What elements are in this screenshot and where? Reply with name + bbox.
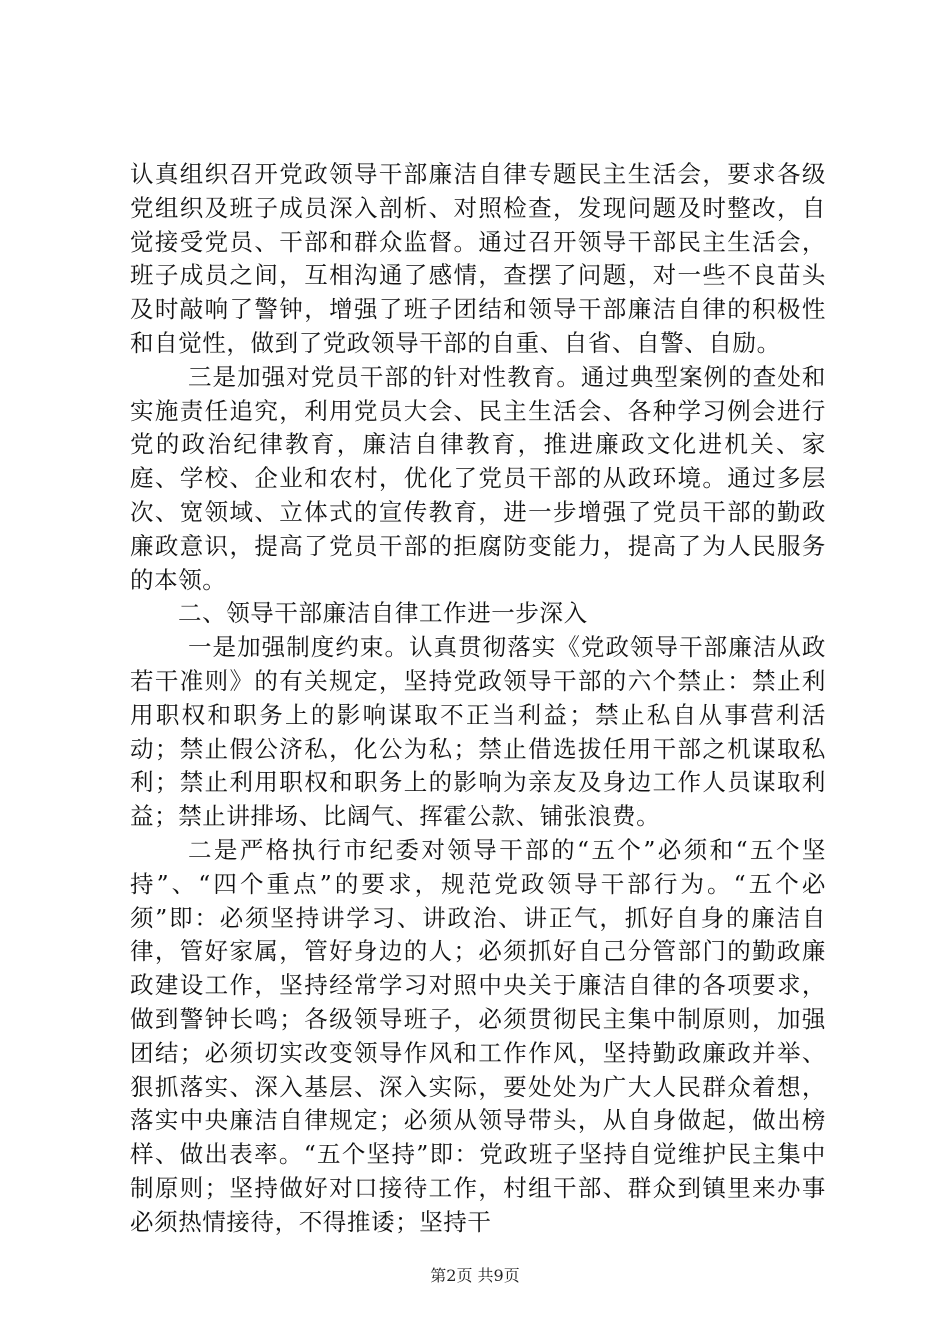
paragraph-continued: 认真组织召开党政领导干部廉洁自律专题民主生活会，要求各级党组织及班子成员深入剖析、对照检查，发现问题及时整改，自觉接受党员、干部和群众监督。通过召开领导干部民主生活会，班子成员之间，互相沟通了感情，查摆了问题，对一些不良苗头及时敲响了警钟，增强了班子团结和领导干部廉洁自律的积极性和自觉性，做到了党政领导干部的自重、自省、自警、自励。 xyxy=(130,160,826,357)
page-number-footer: 第2页 共9页 xyxy=(430,1266,520,1285)
document-body xyxy=(130,158,826,1240)
paragraph-first-point: 一是加强制度约束。认真贯彻落实《党政领导干部廉洁从政若干准则》的有关规定，坚持党政领导干部的六个禁止：禁止利用职权和职务上的影响谋取不正当利益；禁止私自从事营利活动；禁止假公济私，化公为私；禁止借选拔任用干部之机谋取私利；禁止利用职权和职务上的影响为亲友及身边工作人员谋取利益；禁止讲排场、比阔气、挥霍公款、铺张浪费。 xyxy=(130,633,826,831)
paragraph-second-point: 二是严格执行市纪委对领导干部的“五个”必须和“五个坚持”、“四个重点”的要求，规范党政领导干部行为。“五个必须”即：必须坚持讲学习、讲政治、讲正气，抓好自身的廉洁自律，管好家属，管好身边的人；必须抓好自己分管部门的勤政廉政建设工作，坚持经常学习对照中央关于廉洁自律的各项要求，做到警钟长鸣；各级领导班子，必须贯彻民主集中制原则，加强团结；必须切实改变领导作风和工作作风，坚持勤政廉政并举、狠抓落实、深入基层、深入实际，要处处为广大人民群众着想，落实中央廉洁自律规定；必须从领导带头，从自身做起，做出榜样、做出表率。“五个坚持”即：党政班子坚持自觉维护民主集中制原则；坚持做好对口接待工作，村组干部、群众到镇里来办事必须热情接待，不得推诿；坚持干 xyxy=(130,835,826,1236)
paragraph-third-point: 三是加强对党员干部的针对性教育。通过典型案例的查处和实施责任追究，利用党员大会、民主生活会、各种学习例会进行党的政治纪律教育，廉洁自律教育，推进廉政文化进机关、家庭、学校、企业和农村，优化了党员干部的从政环境。通过多层次、宽领域、立体式的宣传教育，进一步增强了党员干部的勤政廉政意识，提高了党员干部的拒腐防变能力，提高了为人民服务的本领。 xyxy=(130,362,826,594)
section-heading: 二、领导干部廉洁自律工作进一步深入 xyxy=(178,599,588,628)
